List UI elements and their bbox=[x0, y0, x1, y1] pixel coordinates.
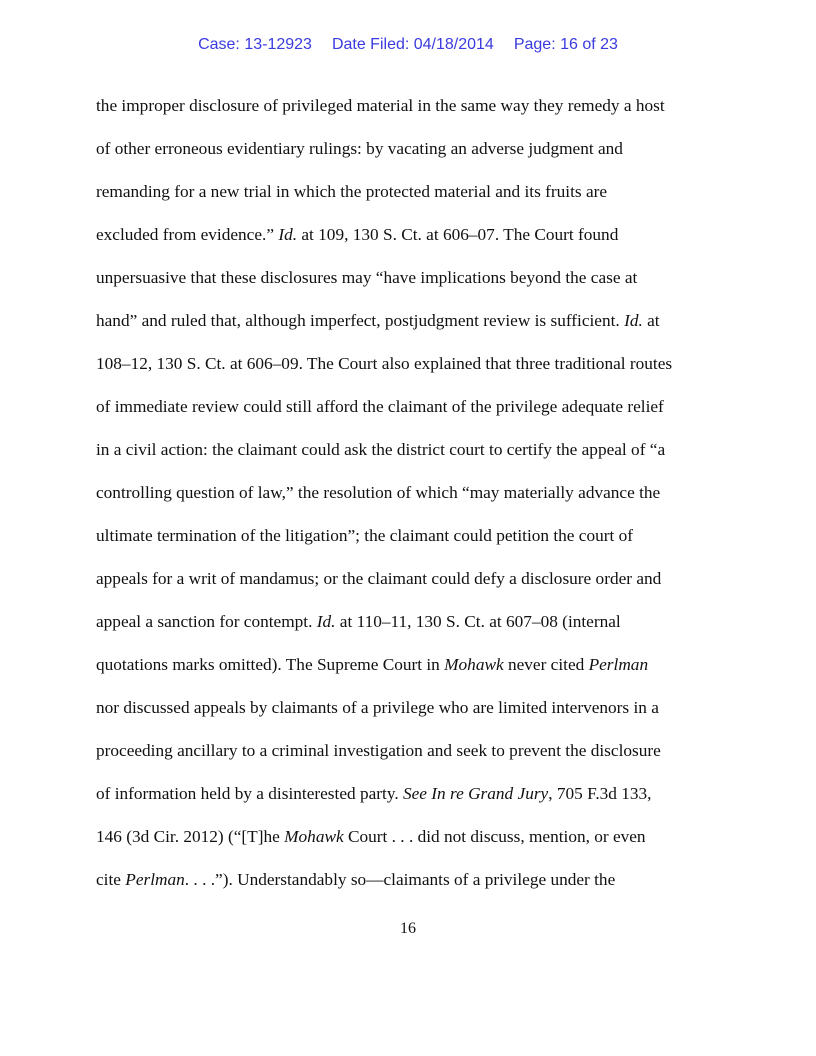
text-line bbox=[96, 385, 726, 428]
text-segment: cite bbox=[96, 870, 126, 889]
case-number: Case: 13-12923 bbox=[198, 36, 312, 53]
text-segment: never cited bbox=[503, 655, 589, 674]
opinion-body-text bbox=[96, 84, 726, 901]
text-segment: controlling question of law,” the resolution of which “may materially advance the bbox=[96, 483, 661, 502]
text-segment: ultimate termination of the litigation”; the claimant could petition the court of bbox=[96, 526, 634, 545]
text-line bbox=[96, 299, 726, 342]
page-indicator: Page: 16 of 23 bbox=[513, 36, 618, 53]
text-segment: 146 (3d Cir. 2012) (“[T]he bbox=[96, 827, 285, 846]
text-line bbox=[96, 84, 726, 127]
italic-citation: Id. bbox=[316, 612, 336, 631]
text-segment: at 110–11, 130 S. Ct. at 607–08 (internal bbox=[335, 612, 621, 631]
text-line bbox=[96, 256, 726, 299]
text-line bbox=[96, 858, 726, 901]
text-segment: hand” and ruled that, although imperfect, postjudgment review is sufficient. bbox=[96, 311, 625, 330]
text-line bbox=[96, 342, 726, 385]
text-segment: at bbox=[642, 311, 660, 330]
text-segment: appeals for a writ of mandamus; or the claimant could defy a disclosure order and bbox=[96, 569, 662, 588]
text-segment: , 705 F.3d 133, bbox=[548, 784, 652, 803]
text-line bbox=[96, 428, 726, 471]
text-segment: of immediate review could still afford the claimant of the privilege adequate relief bbox=[96, 397, 664, 416]
text-line bbox=[96, 514, 726, 557]
text-line bbox=[96, 772, 726, 815]
text-line bbox=[96, 213, 726, 256]
text-segment: nor discussed appeals by claimants of a privilege who are limited intervenors in a bbox=[96, 698, 659, 717]
text-line bbox=[96, 170, 726, 213]
text-segment: of information held by a disinterested party. bbox=[96, 784, 403, 803]
text-line bbox=[96, 686, 726, 729]
text-segment: . . . .”). Understandably so—claimants of a privilege under the bbox=[184, 870, 616, 889]
text-segment: at 109, 130 S. Ct. at 606–07. The Court found bbox=[297, 225, 619, 244]
date-filed: Date Filed: 04/18/2014 bbox=[331, 36, 494, 53]
italic-citation: Perlman bbox=[125, 870, 185, 889]
italic-citation: Mohawk bbox=[444, 655, 504, 674]
text-line bbox=[96, 557, 726, 600]
page-number: 16 bbox=[400, 920, 416, 937]
text-segment: Court . . . did not discuss, mention, or even bbox=[343, 827, 646, 846]
text-segment: proceeding ancillary to a criminal investigation and seek to prevent the disclosure bbox=[96, 741, 661, 760]
text-segment: the improper disclosure of privileged material in the same way they remedy a host bbox=[96, 96, 665, 115]
text-segment: unpersuasive that these disclosures may “have implications beyond the case at bbox=[96, 268, 638, 287]
text-line bbox=[96, 600, 726, 643]
case-header bbox=[0, 36, 816, 54]
text-line bbox=[96, 643, 726, 686]
italic-citation: See In re Grand Jury bbox=[402, 784, 549, 803]
text-segment: excluded from evidence.” bbox=[96, 225, 279, 244]
italic-citation: Mohawk bbox=[284, 827, 344, 846]
text-segment: appeal a sanction for contempt. bbox=[96, 612, 317, 631]
italic-citation: Id. bbox=[624, 311, 643, 330]
text-segment: 108–12, 130 S. Ct. at 606–09. The Court also explained that three traditional routes bbox=[96, 354, 673, 373]
italic-citation: Perlman bbox=[588, 655, 649, 674]
text-segment: remanding for a new trial in which the protected material and its fruits are bbox=[96, 182, 608, 201]
text-line bbox=[96, 127, 726, 170]
text-line bbox=[96, 471, 726, 514]
text-segment: of other erroneous evidentiary rulings: by vacating an adverse judgment and bbox=[96, 139, 623, 158]
text-line bbox=[96, 815, 726, 858]
text-line bbox=[96, 729, 726, 772]
text-segment: in a civil action: the claimant could ask the district court to certify the appeal of “a bbox=[96, 440, 666, 459]
text-segment: quotations marks omitted). The Supreme Court in bbox=[96, 655, 445, 674]
italic-citation: Id. bbox=[278, 225, 298, 244]
